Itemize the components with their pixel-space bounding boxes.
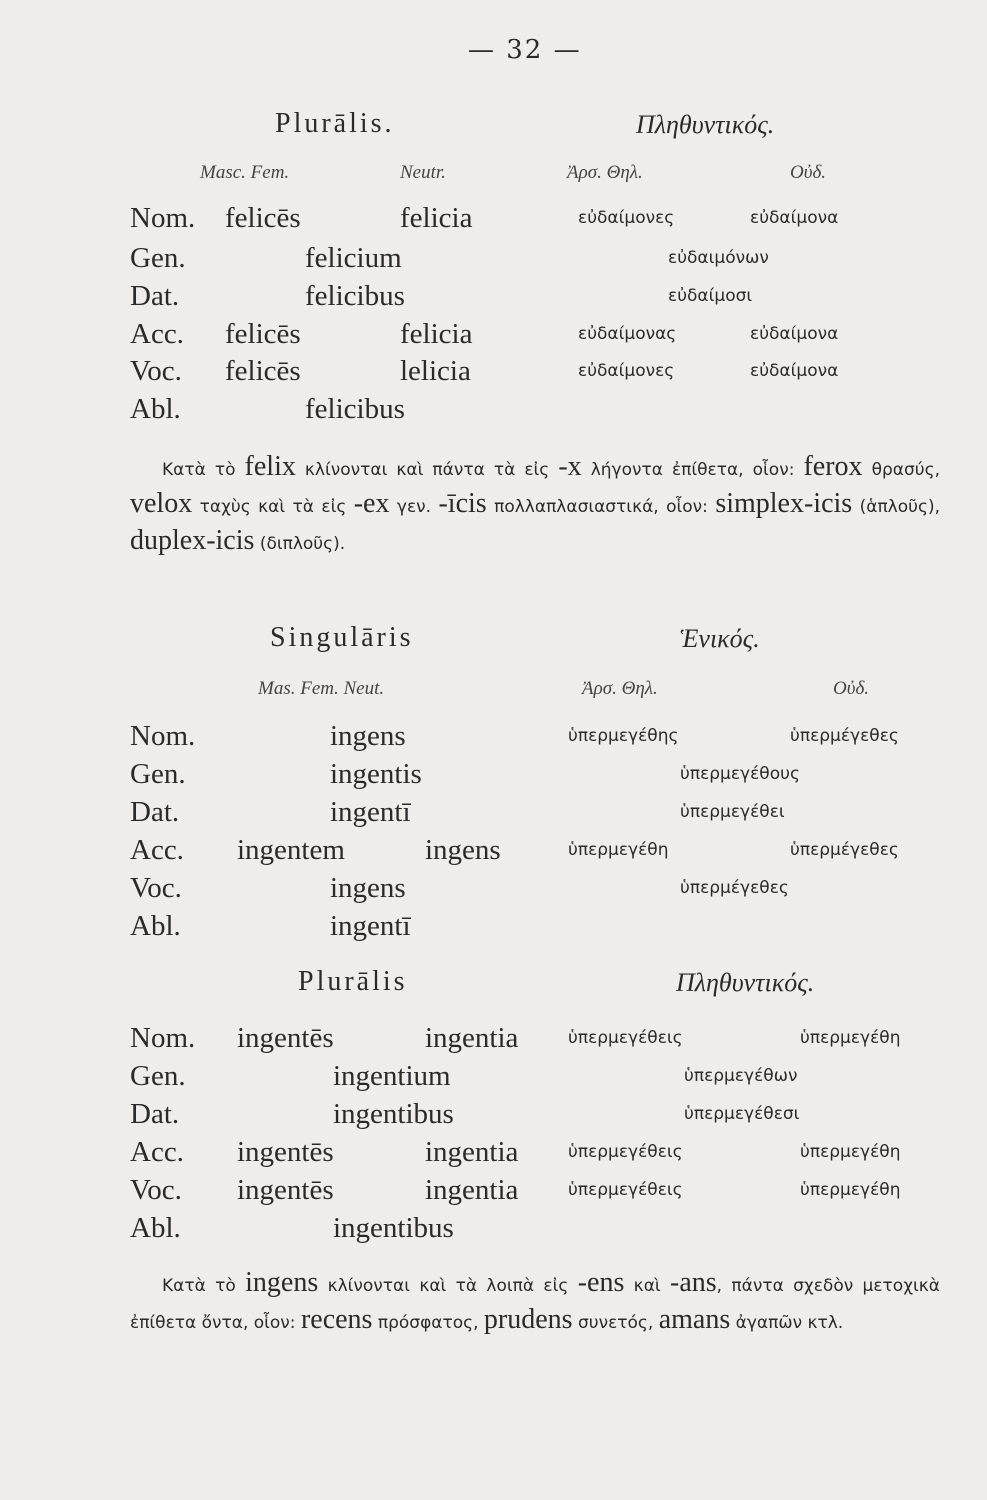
greek-n: ὑπερμεγέθη (800, 1180, 901, 1200)
greek-mf: ὑπερμεγέθεις (568, 1180, 683, 1200)
greek-n: εὐδαίμονα (750, 324, 839, 344)
plural1-header-greek-mf: Ἀρσ. Θηλ. (567, 162, 643, 183)
case-label: Dat. (130, 796, 180, 828)
case-label: Dat. (130, 1098, 180, 1130)
greek-mf: ὑπερμεγέθεις (568, 1142, 683, 1162)
plural2-title-greek: Πληθυντικός. (676, 968, 815, 997)
singular-header-latin: Mas. Fem. Neut. (258, 678, 385, 699)
greek-common: εὐδαιμόνων (668, 248, 769, 268)
form-mf: ingentēs (237, 1174, 334, 1206)
greek-n: ὑπερμέγεθες (790, 726, 899, 746)
form-common: ingentibus (333, 1212, 454, 1244)
greek-common: ὑπερμέγεθες (680, 878, 789, 898)
form-mf: ingentem (237, 834, 345, 866)
case-label: Gen. (130, 242, 186, 274)
form-common: ingentis (330, 758, 422, 790)
form-n: ingentia (425, 1174, 519, 1206)
paragraph-felix-note: Κατὰ τὸ felix κλίνονται καὶ πάντα τὰ εἰς -x λήγοντα ἐπίθετα, οἷον: ferox θρασύς, velox ταχὺς καὶ τὰ εἰς -ex γεν. -īcis πολλαπλασιαστικά, οἷον: simplex-icis (ἁπλοῦς), duplex-icis (διπλοῦς). (130, 451, 941, 556)
case-label: Acc. (130, 1136, 184, 1168)
form-mf: ingentēs (237, 1136, 334, 1168)
plural1-title-latin: Plurālis. (275, 108, 395, 139)
form-mf: felicēs (225, 202, 301, 234)
form-mf: felicēs (225, 355, 301, 387)
form-n: lelicia (400, 355, 471, 387)
singular-header-greek-mf: Ἀρσ. Θηλ. (582, 678, 658, 699)
greek-mf: ὑπερμεγέθης (568, 726, 679, 746)
case-label: Nom. (130, 720, 196, 752)
case-label: Gen. (130, 1060, 186, 1092)
form-n: felicia (400, 318, 473, 350)
greek-common: εὐδαίμοσι (668, 286, 753, 306)
singular-title-greek: Ἑνικός. (680, 624, 760, 653)
greek-common: ὑπερμεγέθους (680, 764, 800, 784)
case-label: Acc. (130, 834, 184, 866)
case-label: Voc. (130, 355, 182, 387)
form-n: felicia (400, 202, 473, 234)
greek-n: εὐδαίμονα (750, 361, 839, 381)
paragraph-ingens-note: Κατὰ τὸ ingens κλίνονται καὶ τὰ λοιπὰ εἰς -ens καὶ -ans, πάντα σχεδὸν μετοχικὰ ἐπίθετα ὄντα, οἷον: recens πρόσφατος, prudens συνετός, amans ἀγαπῶν κτλ. (130, 1267, 940, 1335)
greek-mf: εὐδαίμονας (578, 324, 677, 344)
greek-n: ὑπερμεγέθη (800, 1028, 901, 1048)
greek-n: ὑπερμέγεθες (790, 840, 899, 860)
plural1-header-latin-n: Neutr. (400, 162, 446, 183)
greek-common: ὑπερμεγέθων (684, 1066, 798, 1086)
form-common: felicibus (305, 280, 405, 312)
case-label: Acc. (130, 318, 184, 350)
form-n: ingentia (425, 1022, 519, 1054)
form-n: ingentia (425, 1136, 519, 1168)
case-label: Abl. (130, 393, 181, 425)
greek-mf: ὑπερμεγέθεις (568, 1028, 683, 1048)
form-common: ingentī (330, 796, 411, 828)
case-label: Voc. (130, 872, 182, 904)
greek-common: ὑπερμεγέθεσι (684, 1104, 800, 1124)
form-common: ingentibus (333, 1098, 454, 1130)
page-number: — 32 — (468, 35, 582, 65)
case-label: Nom. (130, 202, 196, 234)
form-common: felicium (305, 242, 402, 274)
form-n: ingens (425, 834, 501, 866)
singular-title-latin: Singulāris (270, 622, 414, 653)
plural1-title-greek: Πληθυντικός. (636, 110, 775, 139)
form-common: ingentī (330, 910, 411, 942)
plural1-header-latin-mf: Masc. Fem. (200, 162, 290, 183)
form-common: ingens (330, 720, 406, 752)
form-mf: ingentēs (237, 1022, 334, 1054)
greek-mf: εὐδαίμονες (578, 361, 675, 381)
form-mf: felicēs (225, 318, 301, 350)
case-label: Abl. (130, 1212, 181, 1244)
greek-common: ὑπερμεγέθει (680, 802, 785, 822)
case-label: Voc. (130, 1174, 182, 1206)
case-label: Gen. (130, 758, 186, 790)
greek-n: εὐδαίμονα (750, 208, 839, 228)
form-common: ingentium (333, 1060, 451, 1092)
singular-header-greek-n: Οὐδ. (833, 678, 870, 699)
greek-mf: εὐδαίμονες (578, 208, 675, 228)
form-common: ingens (330, 872, 406, 904)
case-label: Abl. (130, 910, 181, 942)
greek-n: ὑπερμεγέθη (800, 1142, 901, 1162)
case-label: Nom. (130, 1022, 196, 1054)
case-label: Dat. (130, 280, 180, 312)
plural2-title-latin: Plurālis (298, 966, 408, 997)
greek-mf: ὑπερμεγέθη (568, 840, 669, 860)
form-common: felicibus (305, 393, 405, 425)
plural1-header-greek-n: Οὐδ. (790, 162, 827, 183)
